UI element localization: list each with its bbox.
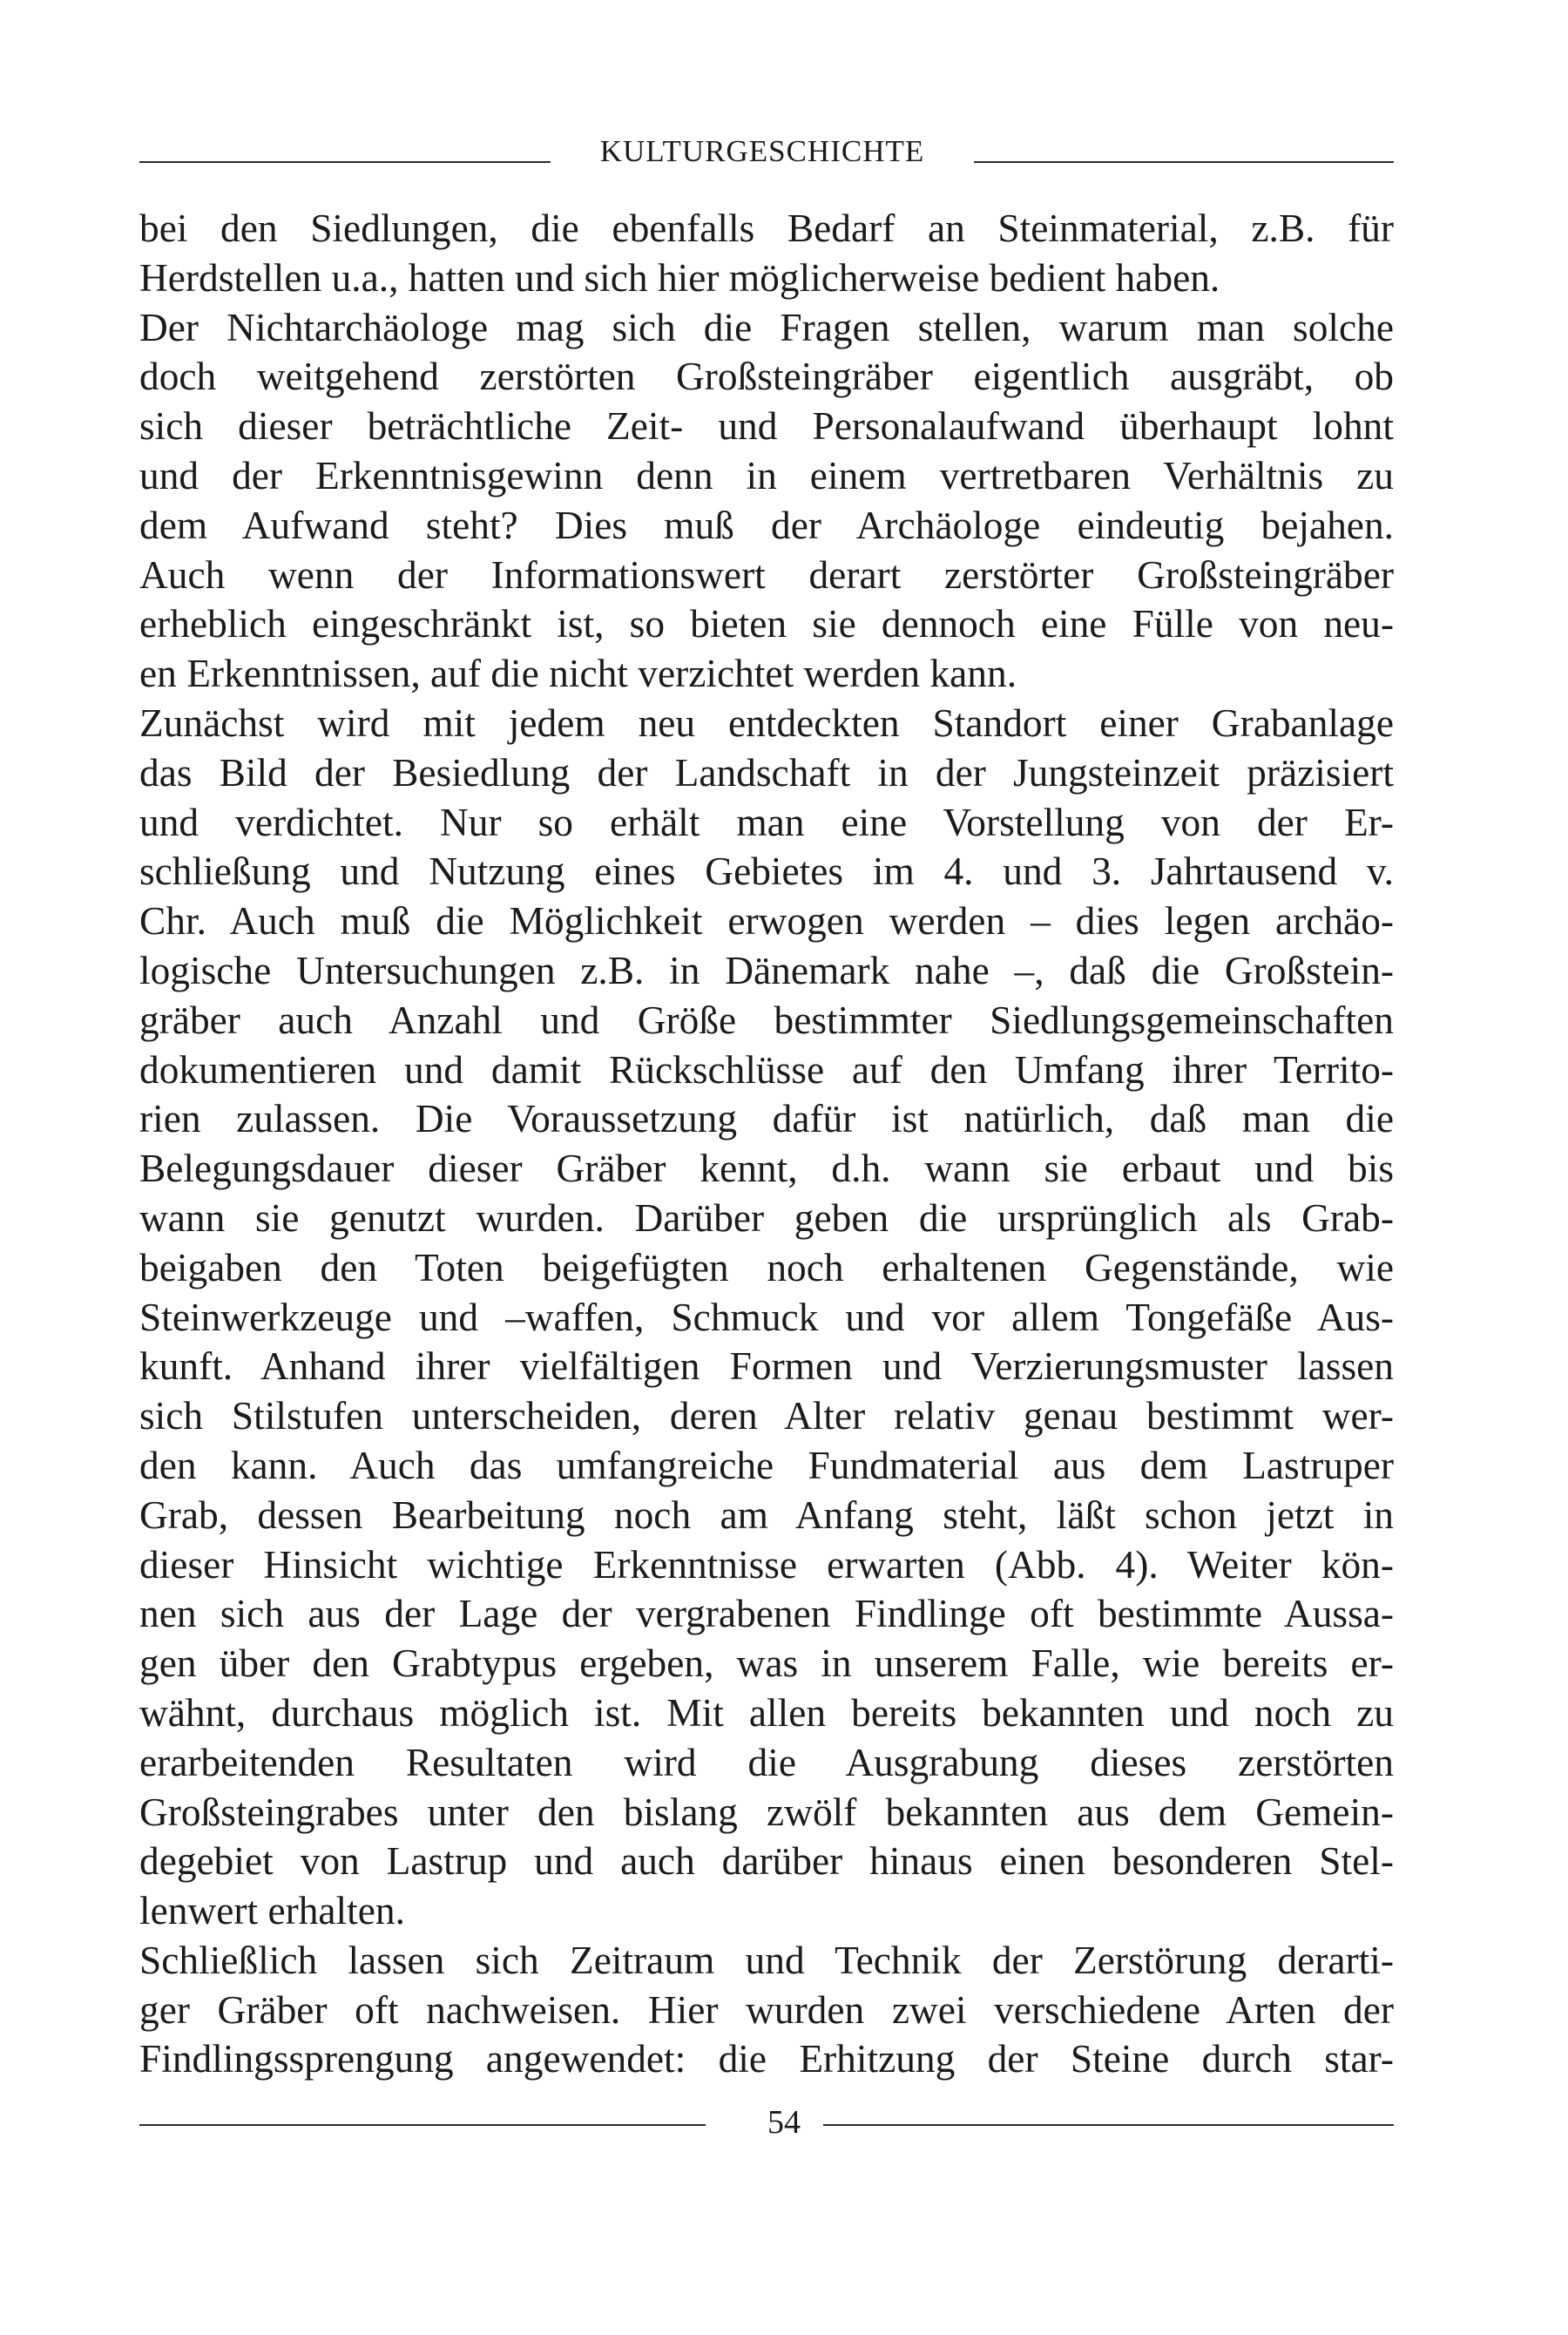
text-line: und verdichtet. Nur so erhält man eine Vorstellung von der Er- bbox=[139, 800, 1394, 844]
text-line: und der Erkenntnisgewinn denn in einem vertretbaren Verhältnis zu bbox=[139, 453, 1394, 497]
paragraph bbox=[139, 303, 1394, 699]
text-line: Zunächst wird mit jedem neu entdeckten Standort einer Grabanlage bbox=[139, 700, 1394, 745]
text-line: Findlingssprengung angewendet: die Erhitzung der Steine durch star- bbox=[139, 2037, 1394, 2081]
text-line: Der Nichtarchäologe mag sich die Fragen stellen, warum man solche bbox=[139, 305, 1394, 349]
text-line: beigaben den Toten beigefügten noch erhaltenen Gegenstände, wie bbox=[139, 1245, 1394, 1289]
text-line: sich Stilstufen unterscheiden, deren Alter relativ genau bestimmt wer- bbox=[139, 1394, 1394, 1438]
header-rule-right bbox=[974, 161, 1394, 163]
text-line: doch weitgehend zerstörten Großsteingräber eigentlich ausgräbt, ob bbox=[139, 355, 1394, 399]
text-line: dieser Hinsicht wichtige Erkenntnisse erwarten (Abb. 4). Weiter kön- bbox=[139, 1542, 1394, 1587]
text-line: kunft. Anhand ihrer vielfältigen Formen und Verzierungsmuster lassen bbox=[139, 1344, 1394, 1389]
text-line: Großsteingrabes unter den bislang zwölf bekannten aus dem Gemein- bbox=[139, 1790, 1394, 1834]
paragraph bbox=[139, 204, 1394, 303]
text-line: en Erkenntnissen, auf die nicht verzichtet werden kann. bbox=[139, 652, 1017, 696]
text-line: ger Gräber oft nachweisen. Hier wurden zwei verschiedene Arten der bbox=[139, 1987, 1394, 2032]
text-line: erheblich eingeschränkt ist, so bieten sie dennoch eine Fülle von neu- bbox=[139, 602, 1394, 646]
text-line: schließung und Nutzung eines Gebietes im 4. und 3. Jahrtausend v. bbox=[139, 849, 1394, 894]
running-header-title: KULTURGESCHICHTE bbox=[599, 134, 925, 168]
text-line: lenwert erhalten. bbox=[139, 1889, 405, 1933]
text-line: logische Untersuchungen z.B. in Dänemark nahe –, daß die Großstein- bbox=[139, 948, 1394, 992]
text-line: Auch wenn der Informationswert derart zerstörter Großsteingräber bbox=[139, 552, 1394, 597]
header-rule-left bbox=[139, 161, 551, 163]
text-line: sich dieser beträchtliche Zeit- und Personalaufwand überhaupt lohnt bbox=[139, 404, 1394, 449]
text-line: gräber auch Anzahl und Größe bestimmter Siedlungsgemeinschaften bbox=[139, 998, 1394, 1042]
text-line: dokumentieren und damit Rückschlüsse auf den Umfang ihrer Territo- bbox=[139, 1047, 1394, 1092]
page-number: 54 bbox=[767, 2104, 801, 2141]
footer-rule-right bbox=[823, 2124, 1394, 2126]
body-text bbox=[139, 204, 1394, 2084]
text-line: erarbeitenden Resultaten wird die Ausgrabung dieses zerstörten bbox=[139, 1740, 1394, 1784]
text-line: Schließlich lassen sich Zeitraum und Technik der Zerstörung derarti- bbox=[139, 1938, 1394, 1982]
text-line: Grab, dessen Bearbeitung noch am Anfang steht, läßt schon jetzt in bbox=[139, 1492, 1394, 1537]
text-line: bei den Siedlungen, die ebenfalls Bedarf an Steinmaterial, z.B. für bbox=[139, 206, 1394, 250]
text-line: Belegungsdauer dieser Gräber kennt, d.h. wann sie erbaut und bis bbox=[139, 1147, 1394, 1191]
footer-rule-left bbox=[139, 2124, 706, 2126]
text-line: nen sich aus der Lage der vergrabenen Findlinge oft bestimmte Aussa- bbox=[139, 1592, 1394, 1636]
text-line: Chr. Auch muß die Möglichkeit erwogen werden – dies legen archäo- bbox=[139, 899, 1394, 944]
text-line: das Bild der Besiedlung der Landschaft in der Jungsteinzeit präzisiert bbox=[139, 750, 1394, 795]
text-line: gen über den Grabtypus ergeben, was in unserem Falle, wie bereits er- bbox=[139, 1641, 1394, 1686]
text-line: dem Aufwand steht? Dies muß der Archäologe eindeutig bejahen. bbox=[139, 503, 1394, 547]
text-line: rien zulassen. Die Voraussetzung dafür ist natürlich, daß man die bbox=[139, 1097, 1394, 1141]
text-line: Herdstellen u.a., hatten und sich hier möglicherweise bedient haben. bbox=[139, 255, 1220, 300]
paragraph bbox=[139, 699, 1394, 1936]
text-line: Steinwerkzeuge und –waffen, Schmuck und vor allem Tongefäße Aus- bbox=[139, 1295, 1394, 1339]
text-line: degebiet von Lastrup und auch darüber hinaus einen besonderen Stel- bbox=[139, 1839, 1394, 1884]
paragraph bbox=[139, 1936, 1394, 2084]
text-line: wähnt, durchaus möglich ist. Mit allen bereits bekannten und noch zu bbox=[139, 1690, 1394, 1735]
text-line: wann sie genutzt wurden. Darüber geben die ursprünglich als Grab- bbox=[139, 1195, 1394, 1240]
text-line: den kann. Auch das umfangreiche Fundmaterial aus dem Lastruper bbox=[139, 1443, 1394, 1487]
